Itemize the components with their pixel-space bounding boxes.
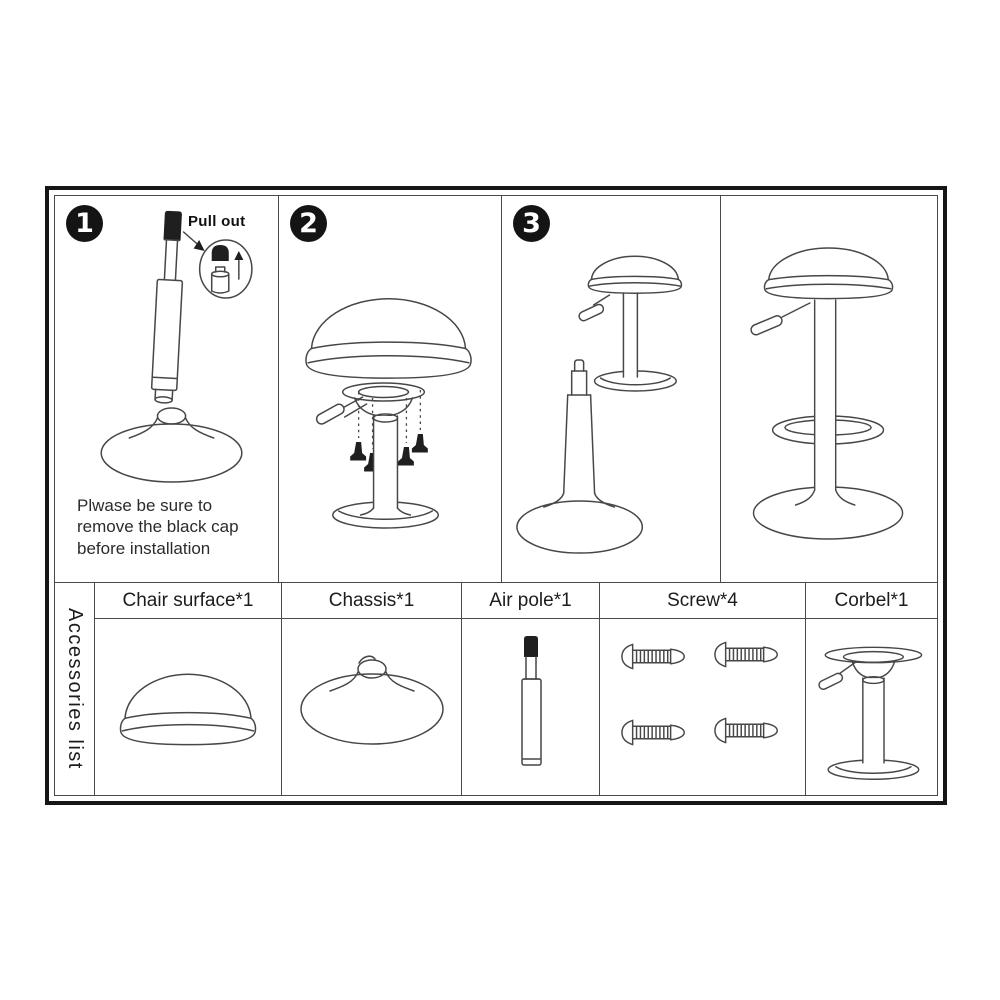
accessories-list-title: Accessories list	[64, 608, 86, 770]
step-2-panel	[279, 196, 502, 582]
accessories-row	[55, 583, 937, 795]
assembled-stool-drawing	[721, 196, 937, 582]
steps-row	[55, 196, 937, 583]
step-3-badge: 3	[513, 205, 550, 242]
accessory-label: Chassis*1	[282, 583, 461, 619]
air-pole-in-chassis-drawing	[517, 360, 642, 553]
chassis-base-drawing	[101, 408, 242, 482]
accessory-label: Screw*4	[600, 583, 805, 619]
step-1-note: Plwase be sure to remove the black cap before installation	[77, 496, 239, 558]
step-1-panel	[55, 196, 279, 582]
seat-drawing	[764, 248, 892, 299]
chair-surface-drawing	[96, 625, 281, 790]
accessory-label: Corbel*1	[806, 583, 937, 619]
assembled-stool-panel	[721, 196, 937, 582]
sheet-inner-frame	[54, 195, 938, 796]
gas-lift-lever-drawing	[750, 314, 784, 336]
instruction-sheet	[45, 186, 947, 805]
step-2-badge: 2	[290, 205, 327, 242]
chair-surface-drawing	[306, 299, 471, 378]
accessory-corbel	[806, 583, 937, 795]
screws-drawing	[600, 625, 805, 790]
pull-out-label: Pull out	[188, 213, 246, 230]
step-1-badge: 1	[66, 205, 103, 242]
accessory-label: Chair surface*1	[95, 583, 281, 619]
pull-out-detail-icon	[200, 240, 252, 298]
accessory-label: Air pole*1	[462, 583, 599, 619]
accessories-title-column	[55, 583, 95, 795]
accessory-air-pole	[462, 583, 600, 795]
chassis-drawing	[283, 625, 461, 790]
accessory-screws	[600, 583, 806, 795]
corbel-drawing	[806, 625, 937, 790]
seat-corbel-unit-and-air-pole-drawing	[502, 196, 720, 582]
accessory-chair-surface	[95, 583, 282, 795]
accessory-chassis	[282, 583, 462, 795]
step-3-panel	[502, 196, 721, 582]
seat-to-corbel-assembly-drawing	[279, 196, 501, 582]
air-pole-drawing	[463, 625, 598, 790]
round-base-drawing	[753, 487, 902, 539]
seat-corbel-unit-drawing	[578, 256, 682, 391]
